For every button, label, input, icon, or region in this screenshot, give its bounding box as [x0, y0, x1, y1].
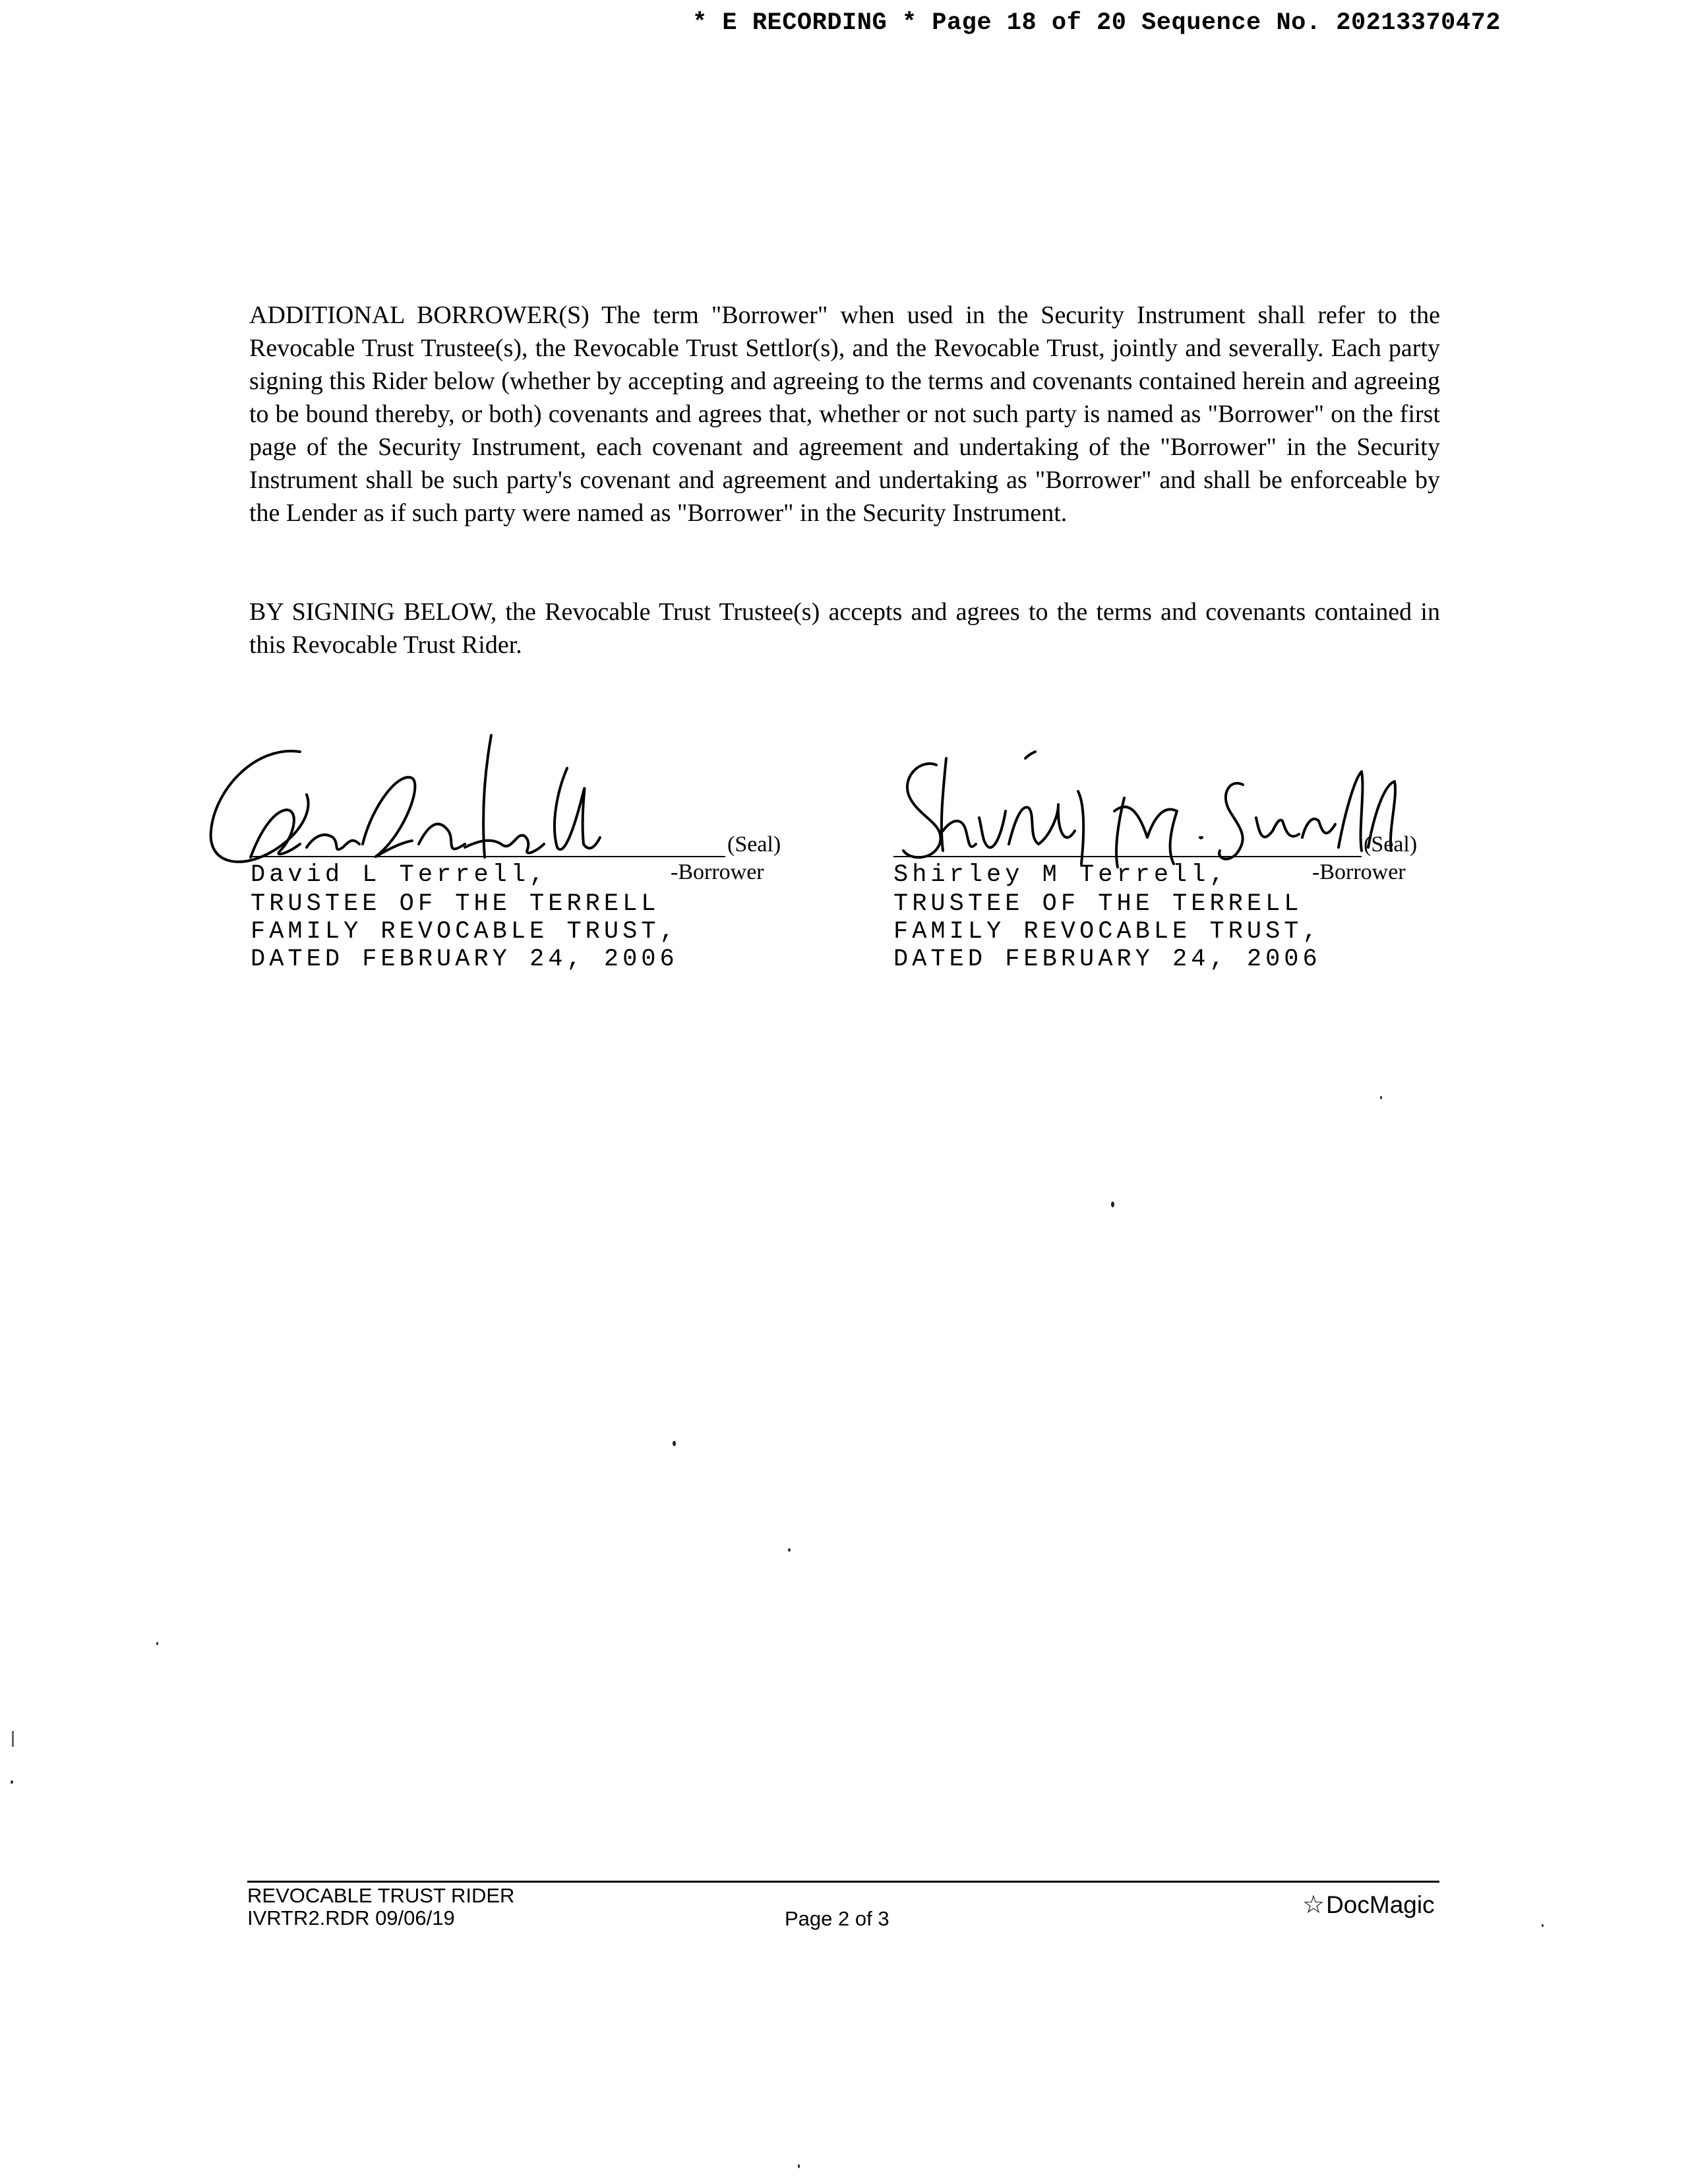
signer-title-line: FAMILY REVOCABLE TRUST, [893, 918, 1321, 946]
scan-speck [1380, 1096, 1382, 1099]
scan-speck [788, 1548, 791, 1552]
signature-line [893, 856, 1362, 857]
seal-label: (Seal) [1364, 832, 1418, 857]
footer-form-code: IVRTR2.RDR 09/06/19 [247, 1906, 455, 1929]
footer-page-number: Page 2 of 3 [785, 1907, 889, 1930]
signer-title-line: FAMILY REVOCABLE TRUST, [251, 918, 678, 946]
star-outline-icon: ☆ [1302, 1891, 1325, 1919]
footer-form-info [247, 1885, 514, 1929]
footer-brand-name: DocMagic [1326, 1891, 1435, 1918]
signer-name: David L Terrell, [251, 861, 549, 889]
signature-block-shirley [847, 732, 1418, 983]
borrower-role-label: -Borrower [671, 860, 764, 884]
signer-title-line: TRUSTEE OF THE TERRELL [251, 890, 660, 918]
footer-form-title: REVOCABLE TRUST RIDER [247, 1884, 515, 1907]
scan-speck [673, 1441, 676, 1446]
scan-speck [1111, 1201, 1114, 1207]
signer-title-line: TRUSTEE OF THE TERRELL [893, 890, 1303, 918]
signature-block-david [201, 732, 781, 983]
footer-rule [247, 1881, 1439, 1883]
additional-borrowers-paragraph: ADDITIONAL BORROWER(S) The term "Borrower" when used in the Security Instrument shall refer to the Revocable Trust Trustee(s), the Revocable Trust Settlor(s), and the Revocable Trust, jointly and severally. Each party signing this Rider below (whether by accepting and agreeing to the terms and covenants contained herein and agreeing to be bound thereby, or both) covenants and agrees that, whether or not such party is named as "Borrower" on the first page of the Security Instrument, each covenant and agreement and undertaking of the "Borrower" in the Security Instrument shall be such party's covenant and agreement and undertaking as "Borrower" and shall be enforceable by the Lender as if such party were named as "Borrower" in the Security Instrument. [249, 301, 1440, 527]
signer-title [893, 890, 1321, 973]
recording-stamp: * E RECORDING * Page 18 of 20 Sequence No. 20213370472 [692, 9, 1501, 37]
scan-speck [156, 1642, 158, 1645]
signer-title-line: DATED FEBRUARY 24, 2006 [893, 946, 1321, 973]
seal-label: (Seal) [727, 832, 781, 857]
signing-acknowledgement-paragraph: BY SIGNING BELOW, the Revocable Trust Trustee(s) accepts and agrees to the terms and covenants contained in this Revocable Trust Rider. [249, 598, 1440, 659]
signer-name: Shirley M Terrell, [893, 861, 1228, 889]
scan-speck [1542, 1924, 1544, 1927]
scan-speck [11, 1780, 13, 1784]
signer-title [251, 890, 678, 973]
scan-speck [798, 2164, 800, 2168]
footer-brand [1302, 1890, 1435, 1920]
borrower-role-label: -Borrower [1312, 860, 1406, 884]
signer-title-line: DATED FEBRUARY 24, 2006 [251, 946, 678, 973]
signature-line [251, 856, 725, 857]
scan-speck [12, 1731, 14, 1747]
